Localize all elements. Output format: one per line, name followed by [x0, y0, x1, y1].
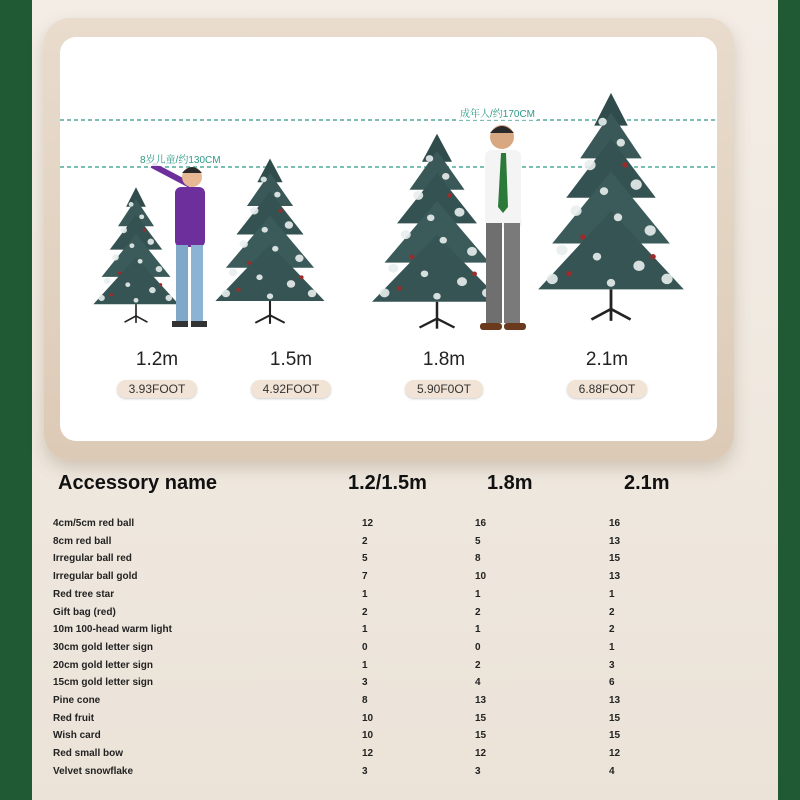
size-1-5m [236, 349, 346, 398]
qty-1-2-1-5m-cell: 1 [362, 659, 368, 671]
accessory-name-cell: 30cm gold letter sign [53, 641, 154, 653]
qty-1-8m-cell: 10 [475, 571, 487, 583]
qty-1-2-1-5m-cell: 7 [362, 571, 368, 583]
qty-1-2-1-5m-cell: 2 [362, 606, 368, 618]
size-meters: 1.8m [422, 349, 466, 370]
size-feet-chip: 3.93FOOT [117, 380, 198, 398]
accessory-name-cell: Irregular ball red [53, 553, 132, 565]
accessory-name-cell: Velvet snowflake [53, 765, 134, 777]
qty-2-1m-cell: 6 [609, 677, 615, 689]
size-meters: 1.2m [135, 349, 179, 370]
qty-1-8m-cell: 13 [475, 695, 487, 706]
qty-1-8m-cell: 15 [475, 712, 487, 724]
qty-1-8m-cell: 12 [475, 748, 487, 760]
qty-1-2-1-5m-cell: 10 [362, 712, 374, 724]
size-meters: 2.1m [585, 349, 629, 370]
accessory-name-cell: 4cm/5cm red ball [53, 518, 135, 529]
qty-1-2-1-5m-cell: 1 [362, 624, 368, 636]
qty-2-1m-cell: 13 [609, 535, 621, 547]
adult-figure [480, 125, 526, 330]
accessory-name-cell: Pine cone [53, 695, 101, 706]
qty-1-2-1-5m-cell: 3 [362, 765, 368, 777]
qty-2-1m-cell: 1 [609, 588, 615, 600]
qty-2-1m-cell: 15 [609, 730, 621, 742]
adult-height-label: 成年人/约170CM [458, 105, 537, 120]
qty-1-2-1-5m-cell: 12 [362, 748, 374, 760]
qty-2-1m-cell: 16 [609, 518, 621, 529]
accessory-name-cell: 15cm gold letter sign [53, 677, 154, 689]
qty-1-8m-cell: 3 [475, 765, 481, 777]
qty-1-2-1-5m-cell: 8 [362, 695, 368, 706]
size-meters: 1.5m [269, 349, 313, 370]
qty-2-1m-cell: 2 [609, 606, 615, 618]
accessory-name-cell: Red fruit [53, 712, 95, 724]
size-1-2m [102, 349, 212, 398]
header-1-2-1-5m: 1.2/1.5m [348, 472, 427, 494]
qty-1-2-1-5m-cell: 5 [362, 553, 368, 565]
qty-1-8m-cell: 5 [475, 535, 481, 547]
qty-1-8m-cell: 0 [475, 641, 481, 653]
child-height-label: 8岁儿童/约130CM [138, 151, 223, 166]
qty-1-8m-cell: 16 [475, 518, 487, 529]
qty-1-8m-cell: 15 [475, 730, 487, 742]
qty-1-2-1-5m-cell: 2 [362, 535, 368, 547]
left-green-band [0, 0, 32, 800]
accessory-name-cell: Red small bow [53, 748, 124, 760]
qty-2-1m-cell: 15 [609, 553, 621, 565]
qty-1-2-1-5m-cell: 3 [362, 677, 368, 689]
accessory-name-cell: Wish card [53, 730, 101, 742]
qty-1-2-1-5m-cell: 10 [362, 730, 374, 742]
accessory-name-cell: 20cm gold letter sign [53, 659, 154, 671]
qty-1-2-1-5m-cell: 0 [362, 641, 368, 653]
tree-size-panel [60, 37, 717, 441]
qty-2-1m-cell: 2 [609, 624, 615, 636]
qty-1-2-1-5m-cell: 1 [362, 588, 368, 600]
accessory-name-cell: Red tree star [53, 588, 115, 600]
qty-1-8m-cell: 2 [475, 606, 481, 618]
size-feet-chip: 5.90F0OT [405, 380, 483, 398]
tree-1-5m [215, 159, 324, 324]
qty-2-1m-cell: 15 [609, 712, 621, 724]
header-1-8m: 1.8m [487, 472, 533, 494]
qty-2-1m-cell: 4 [609, 765, 615, 777]
qty-1-8m-cell: 1 [475, 624, 481, 636]
size-1-8m [389, 349, 499, 398]
qty-2-1m-cell: 13 [609, 695, 621, 706]
qty-1-2-1-5m-cell: 12 [362, 518, 374, 529]
header-2-1m: 2.1m [624, 472, 670, 494]
qty-2-1m-cell: 13 [609, 571, 621, 583]
qty-1-8m-cell: 8 [475, 553, 481, 565]
tree-2-1m [538, 93, 684, 321]
size-feet-chip: 6.88FOOT [567, 380, 648, 398]
accessory-name-cell: Irregular ball gold [53, 571, 138, 583]
qty-1-8m-cell: 1 [475, 588, 481, 600]
right-green-band [778, 0, 800, 800]
size-2-1m [552, 349, 662, 398]
tree-1-8m [372, 134, 502, 329]
qty-1-8m-cell: 2 [475, 659, 481, 671]
tree-1-2m [93, 187, 178, 323]
qty-2-1m-cell: 1 [609, 641, 615, 653]
size-feet-chip: 4.92FOOT [251, 380, 332, 398]
accessory-name-cell: 8cm red ball [53, 535, 112, 547]
qty-2-1m-cell: 12 [609, 748, 621, 760]
accessory-name-cell: Gift bag (red) [53, 606, 116, 618]
qty-1-8m-cell: 4 [475, 677, 481, 689]
accessory-name-cell: 10m 100-head warm light [53, 624, 172, 636]
qty-2-1m-cell: 3 [609, 659, 615, 671]
header-accessory-name: Accessory name [58, 472, 217, 494]
